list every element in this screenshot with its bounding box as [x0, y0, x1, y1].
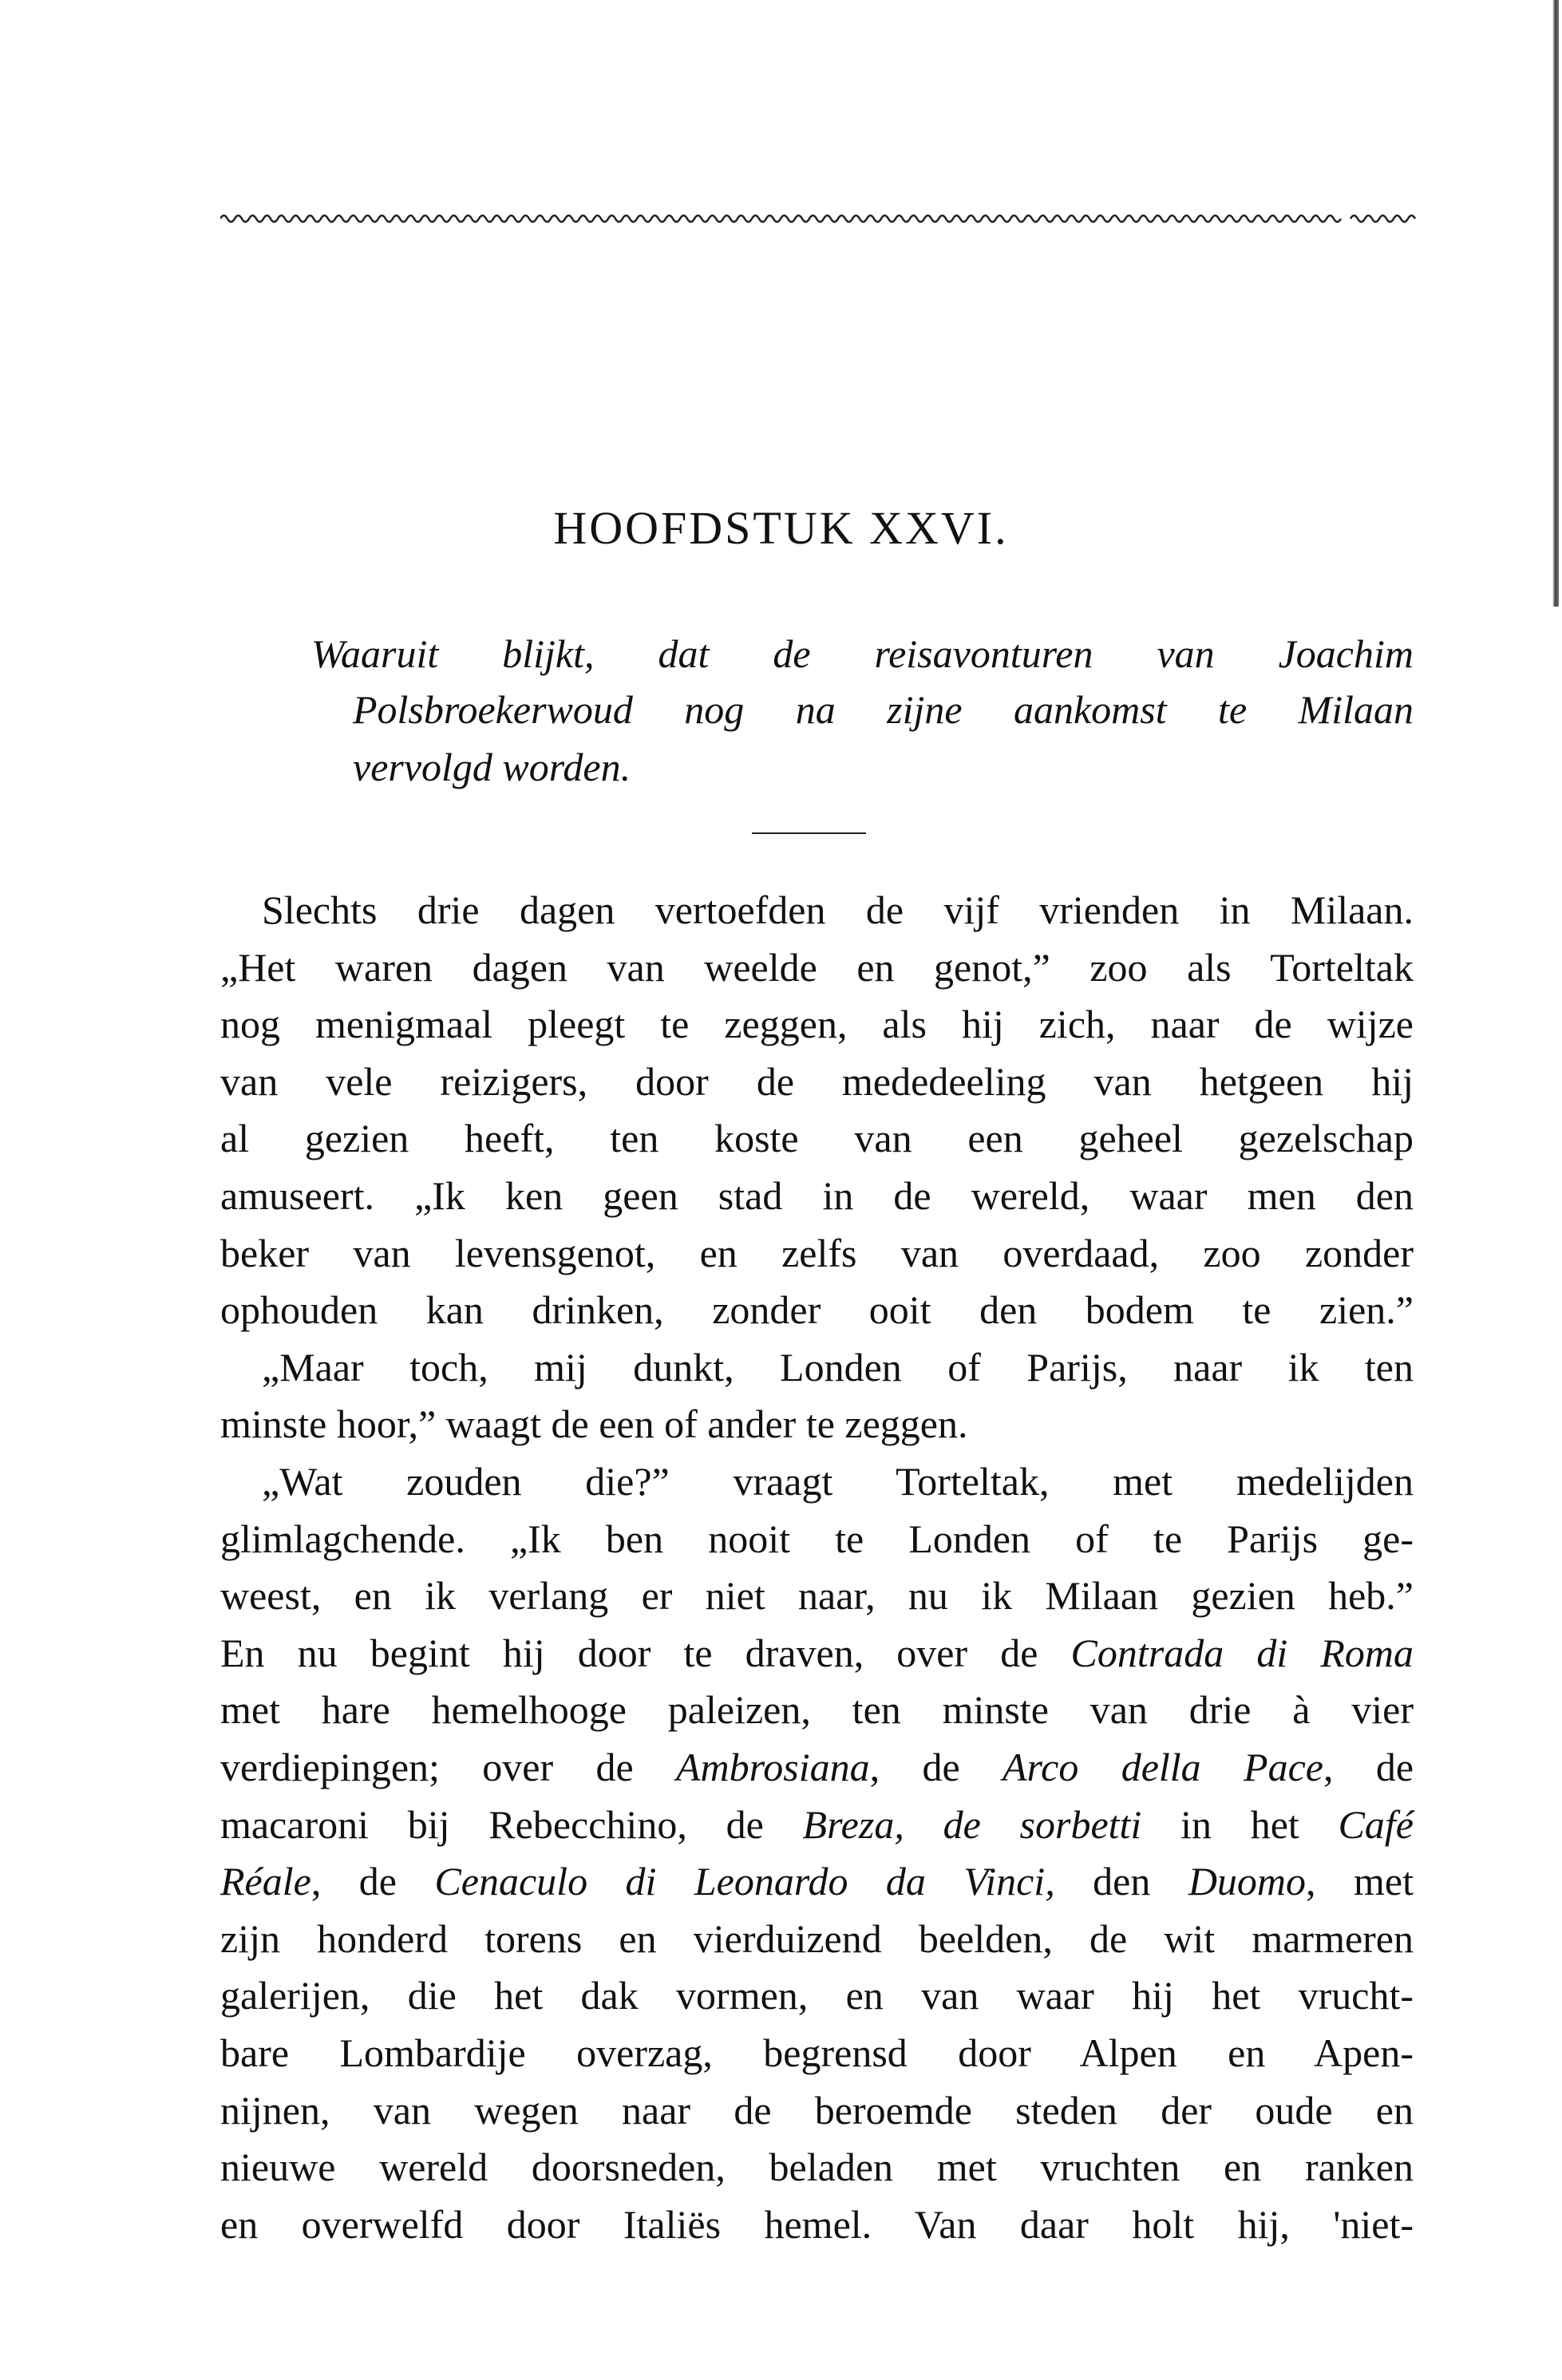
- chapter-summary-line: Waaruit blijkt, dat de reisavonturen van Joachim: [311, 631, 1414, 676]
- wavy-ornament-rule: [220, 209, 1418, 228]
- text-segment: al gezien heeft, ten koste van een geheel gezelschap: [220, 1116, 1414, 1161]
- italic-phrase: Ambrosiana: [676, 1745, 870, 1789]
- text-segment: minste hoor,” waagt de een of ander te zeggen.: [220, 1402, 968, 1447]
- text-line: [262, 1343, 1414, 1391]
- chapter-heading: HOOFDSTUK XXVI.: [553, 502, 1009, 554]
- text-line: [220, 1686, 1414, 1734]
- text-line: [220, 1229, 1414, 1277]
- text-segment: En nu begint hij door te draven, over de: [220, 1630, 1071, 1675]
- text-segment: nog menigmaal pleegt te zeggen, als hij zich, naar de wijze: [220, 1002, 1414, 1047]
- text-segment: nijnen, van wegen naar de beroemde steden der oude en: [220, 2087, 1414, 2133]
- text-line: [220, 1629, 1414, 1677]
- text-segment: macaroni bij Rebecchino, de: [220, 1801, 803, 1847]
- text-line: [220, 1971, 1414, 2019]
- text-segment: den: [1054, 1859, 1188, 1904]
- text-line: [220, 2200, 1414, 2248]
- italic-phrase: Réale: [220, 1859, 311, 1904]
- text-segment: nieuwe wereld doorsneden, beladen met vruchten en ranken: [220, 2145, 1414, 2190]
- text-line: [220, 1743, 1414, 1791]
- text-segment: en overwelfd door Italiës hemel. Van daar holt hij, 'niet-: [220, 2201, 1414, 2247]
- text-segment: , de: [1323, 1745, 1414, 1789]
- chapter-summary-line: vervolgd worden.: [353, 745, 631, 789]
- italic-phrase: Contrada di Roma: [1070, 1630, 1414, 1675]
- text-line: [220, 1400, 1414, 1448]
- text-segment: zijn honderd torens en vierduizend beelden, de wit marmeren: [220, 1915, 1414, 1961]
- text-line: [220, 1857, 1414, 1905]
- text-segment: weest, en ik verlang er niet naar, nu ik Milaan gezien heb.”: [220, 1573, 1414, 1619]
- text-segment: , met: [1306, 1859, 1414, 1904]
- text-line: [220, 2086, 1414, 2134]
- text-segment: galerijen, die het dak vormen, en van waar hij het vrucht-: [220, 1973, 1414, 2018]
- text-segment: in het: [1141, 1801, 1339, 1847]
- text-line: [220, 1058, 1414, 1105]
- text-line: [220, 1172, 1414, 1220]
- text-line: [262, 886, 1414, 934]
- text-segment: bare Lombardije overzag, begrensd door Alpen en Apen-: [220, 2030, 1414, 2075]
- italic-phrase: Breza, de sorbetti: [802, 1801, 1142, 1847]
- text-line: [220, 1572, 1414, 1619]
- text-segment: Slechts drie dagen vertoefden de vijf vrienden in Milaan.: [262, 888, 1414, 932]
- text-line: [220, 1515, 1414, 1563]
- section-divider: [752, 832, 866, 834]
- text-segment: „Maar toch, mij dunkt, Londen of Parijs, naar ik ten: [262, 1344, 1414, 1390]
- italic-phrase: Cenaculo di Leonardo da Vinci,: [434, 1859, 1055, 1904]
- text-segment: amuseert. „Ik ken geen stad in de wereld, waar men den: [220, 1173, 1414, 1218]
- text-segment: verdiepingen; over de: [220, 1745, 676, 1789]
- text-line: [220, 1915, 1414, 1963]
- text-segment: glimlagchende. „Ik ben nooit te Londen of te Parijs ge-: [220, 1516, 1414, 1561]
- text-line: [220, 1801, 1414, 1848]
- text-segment: met hare hemelhooge paleizen, ten minste van drie à vier: [220, 1687, 1414, 1733]
- text-segment: „Wat zouden die?” vraagt Torteltak, met medelijden: [262, 1459, 1414, 1504]
- text-segment: van vele reizigers, door de mededeeling van hetgeen hij: [220, 1058, 1414, 1104]
- text-line: [262, 1457, 1414, 1505]
- text-line: [220, 943, 1414, 991]
- italic-phrase: Café: [1338, 1801, 1414, 1847]
- text-line: [220, 1114, 1414, 1162]
- text-line: [220, 1000, 1414, 1048]
- text-segment: „Het waren dagen van weelde en genot,” zoo als Torteltak: [220, 944, 1414, 990]
- text-line: [220, 2029, 1414, 2077]
- italic-phrase: Arco della Pace: [1002, 1745, 1323, 1789]
- text-line: [220, 1286, 1414, 1334]
- text-segment: beker van levensgenot, en zelfs van overdaad, zoo zonder: [220, 1230, 1414, 1275]
- italic-phrase: Duomo: [1188, 1859, 1307, 1904]
- text-line: [220, 2143, 1414, 2191]
- chapter-summary-line: Polsbroekerwoud nog na zijne aankomst te Milaan: [353, 687, 1414, 732]
- text-segment: , de: [869, 1745, 1003, 1789]
- text-segment: , de: [310, 1859, 435, 1904]
- text-segment: ophouden kan drinken, zonder ooit den bodem te zien.”: [220, 1287, 1414, 1333]
